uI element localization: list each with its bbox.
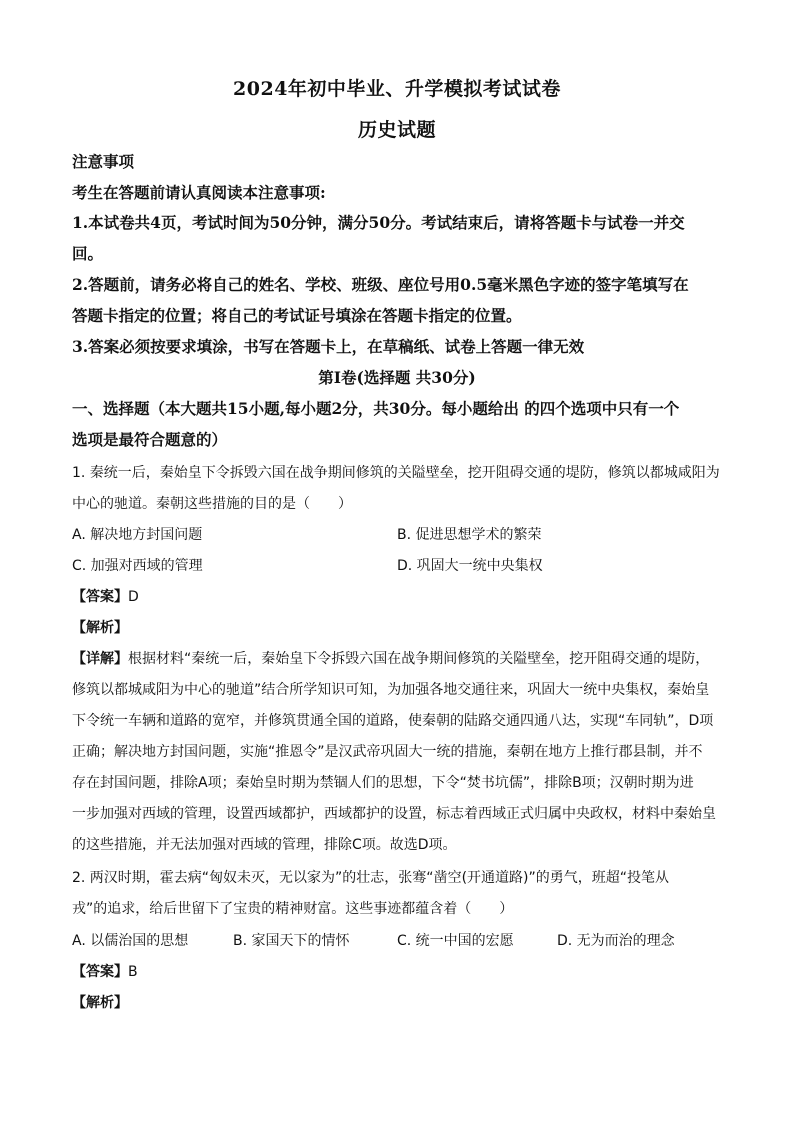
q1-detail-text-1: 根据材料“秦统一后，秦始皇下令拆毁六国在战争期间修筑的关隘壁垒，挖开阻碍交通的堤防， [128,651,710,667]
q1-detail-line-5: 存在封国问题，排除A项；秦始皇时期为禁锢人们的思想，下令“焚书坑儒”，排除B项；汉朝时期为进 [72,775,694,791]
q1-option-c: C. 加强对西域的管理 [72,558,203,574]
q2-option-d: D. 无为而治的理念 [557,933,675,949]
q2-stem-line-1: 2. 两汉时期，霍去病“匈奴未灭，无以家为”的壮志，张骞“凿空(开通道路)”的勇气，班超“投笔从 [72,870,669,886]
q2-answer-value: B [128,964,138,980]
q1-option-b: B. 促进思想学术的繁荣 [397,527,542,543]
notice-item-2-line-1: 2.答题前，请务必将自己的姓名、学校、班级、座位号用0.5毫米黑色字迹的签字笔填写在 [72,275,689,294]
notice-intro: 考生在答题前请认真阅读本注意事项: [72,183,326,202]
page-title: 2024年初中毕业、升学模拟考试试卷 [233,78,561,100]
q1-analysis-tag: 【解析】 [72,620,128,636]
section-heading-line-1: 一、选择题（本大题共15小题,每小题2分，共30分。每小题给出 的四个选项中只有一个 [72,399,680,418]
q1-detail-line-1 [72,648,709,668]
notice-item-2-line-2: 答题卡指定的位置；将自己的考试证号填涂在答题卡指定的位置。 [72,306,522,325]
q2-answer [72,961,138,981]
q1-option-d: D. 巩固大一统中央集权 [397,558,543,574]
q1-detail-line-2: 修筑以都城咸阳为中心的驰道”结合所学知识可知，为加强各地交通往来，巩固大一统中央集权，秦始皇 [72,682,710,698]
q2-option-a: A. 以儒治国的思想 [72,933,189,949]
part-1-title: 第Ⅰ卷(选择题 共30分) [318,368,476,387]
q1-answer [72,586,139,606]
q1-detail-line-6: 一步加强对西域的管理，设置西域都护，西域都护的设置，标志着西域正式归属中央政权，材料中秦始皇 [72,806,716,822]
q1-answer-value: D [128,589,139,605]
notice-item-3: 3.答案必须按要求填涂，书写在答题卡上，在草稿纸、试卷上答题一律无效 [72,337,585,356]
notice-heading: 注意事项 [72,152,135,171]
notice-item-1-line-1: 1.本试卷共4页，考试时间为50分钟，满分50分。考试结束后，请将答题卡与试卷一并交 [72,213,685,232]
q1-detail-line-7: 的这些措施，并无法加强对西域的管理，排除C项。故选D项。 [72,837,457,853]
q2-stem-line-2: 戎”的追求，给后世留下了宝贵的精神财富。这些事迹都蕴含着（ ） [72,901,514,917]
page-subtitle: 历史试题 [357,119,436,141]
q1-detail-tag: 【详解】 [72,651,128,667]
q1-detail-line-4: 正确；解决地方封国问题，实施“推恩令”是汉武帝巩固大一统的措施，秦朝在地方上推行郡县制，并不 [72,744,703,760]
q1-stem-line-1: 1. 秦统一后，秦始皇下令拆毁六国在战争期间修筑的关隘壁垒，挖开阻碍交通的堤防，修筑以都城咸阳为 [72,465,720,481]
notice-item-1-line-2: 回。 [72,244,104,263]
q1-stem-line-2: 中心的驰道。秦朝这些措施的目的是（ ） [72,496,352,512]
q2-analysis-tag: 【解析】 [72,995,128,1011]
q2-answer-tag: 【答案】 [72,964,128,980]
q1-option-a: A. 解决地方封国问题 [72,527,203,543]
section-heading-line-2: 选项是最符合题意的） [72,430,228,449]
q2-option-c: C. 统一中国的宏愿 [397,933,514,949]
q1-answer-tag: 【答案】 [72,589,128,605]
q2-option-b: B. 家国天下的情怀 [233,933,350,949]
q1-detail-line-3: 下令统一车辆和道路的宽窄，并修筑贯通全国的道路，使秦朝的陆路交通四通八达，实现“车同轨”，D项 [72,713,714,729]
